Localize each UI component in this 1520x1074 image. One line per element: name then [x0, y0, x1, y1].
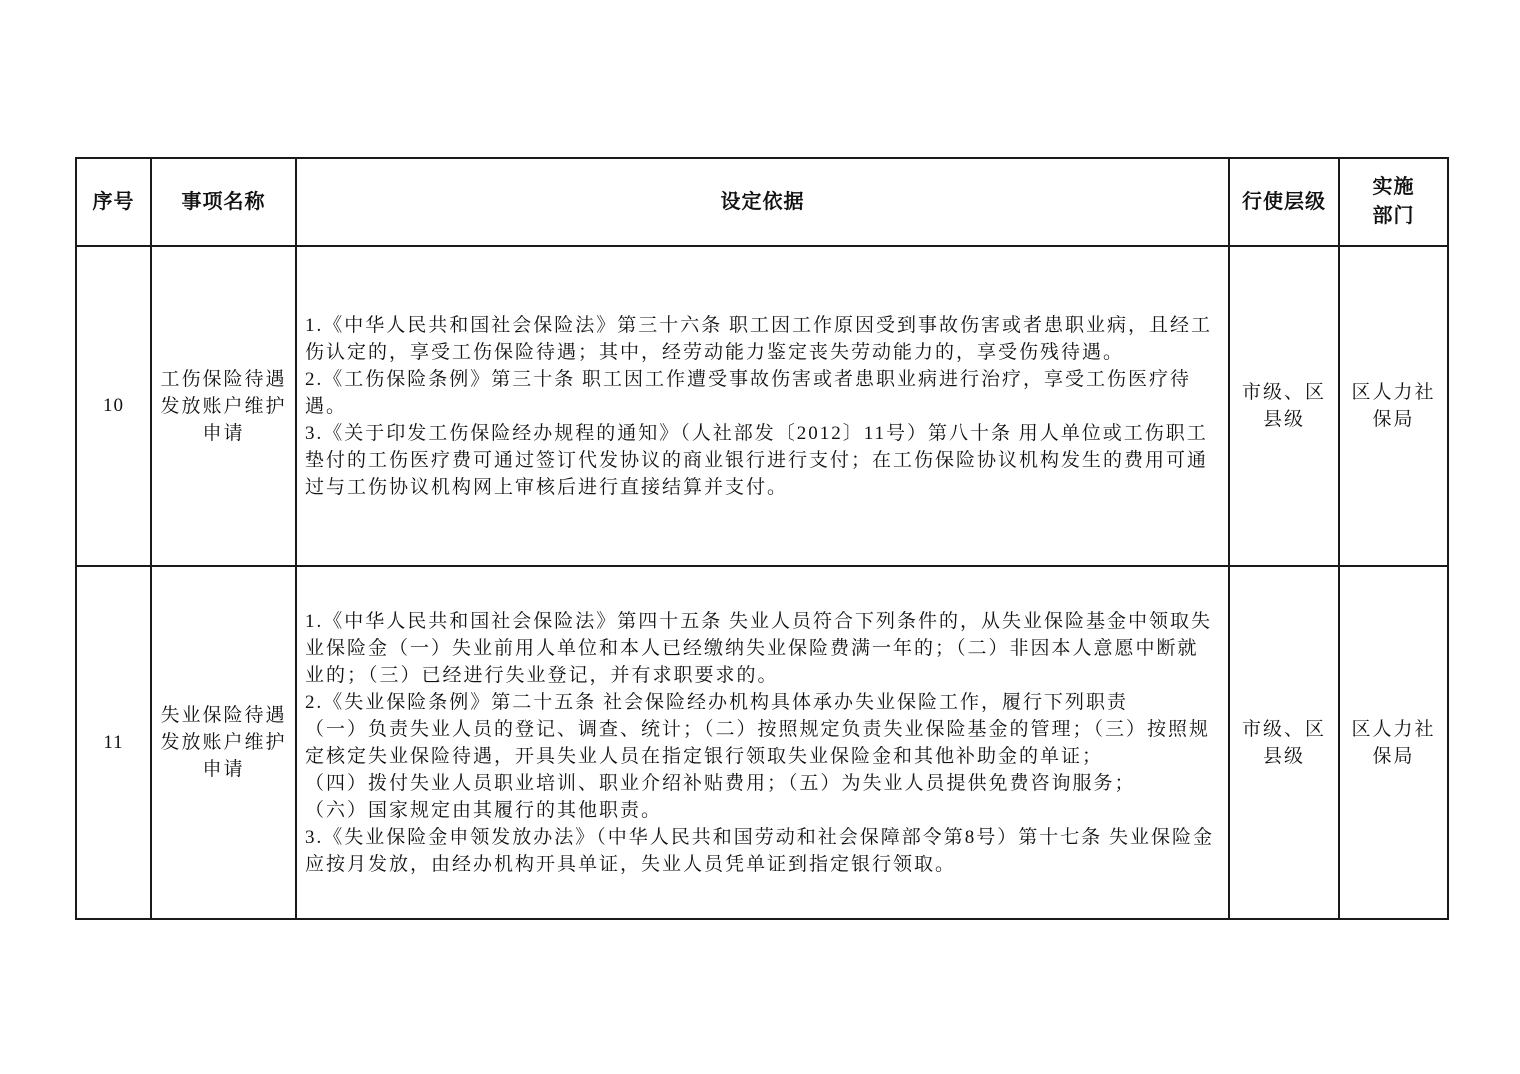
- basis-paragraph: 1.《中华人民共和国社会保险法》第三十六条 职工因工作原因受到事故伤害或者患职业病，且经工伤认定的，享受工伤保险待遇；其中，经劳动能力鉴定丧失劳动能力的，享受伤残待遇。: [305, 314, 1213, 363]
- approval-items-table: [75, 157, 1449, 920]
- table-row: [76, 246, 1448, 566]
- level-cell: [1229, 246, 1339, 566]
- basis-paragraph: （一）负责失业人员的登记、调查、统计；（二）按照规定负责失业保险基金的管理；（三）按照规定核定失业保险待遇，开具失业人员在指定银行领取失业保险金和其他补助金的单证；: [305, 718, 1211, 767]
- seq-cell: [76, 566, 151, 919]
- seq-value: 10: [103, 395, 124, 416]
- header-level: [1229, 158, 1339, 246]
- basis-paragraph: 3.《关于印发工伤保险经办规程的通知》（人社部发〔2012〕11号）第八十条 用人单位或工伤职工垫付的工伤医疗费可通过签订代发协议的商业银行进行支付；在工伤保险协议机构发生的费用可通过与工伤协议机构网上审核后进行直接结算并支付。: [305, 422, 1209, 498]
- seq-cell: [76, 246, 151, 566]
- basis-cell: [296, 246, 1229, 566]
- item-name-value: 工伤保险待遇发放账户维护申请: [160, 368, 287, 444]
- header-basis: [296, 158, 1229, 246]
- level-value: 市级、区县级: [1241, 382, 1326, 430]
- header-department: [1339, 158, 1448, 246]
- seq-value: 11: [103, 731, 124, 753]
- header-seq-label: 序号: [92, 190, 135, 213]
- basis-cell: [296, 566, 1229, 919]
- item-name-cell: [151, 566, 296, 919]
- header-item-name-label: 事项名称: [181, 190, 266, 213]
- basis-paragraph: 1.《中华人民共和国社会保险法》第四十五条 失业人员符合下列条件的，从失业保险基金中领取失业保险金（一）失业前用人单位和本人已经缴纳失业保险费满一年的；（二）非因本人意愿中断就业的；（三）已经进行失业登记，并有求职要求的。: [305, 610, 1213, 686]
- header-basis-label: 设定依据: [720, 190, 805, 213]
- header-level-label: 行使层级: [1242, 190, 1326, 213]
- level-cell: [1229, 566, 1339, 919]
- basis-paragraph: 3.《失业保险金申领发放办法》（中华人民共和国劳动和社会保障部令第8号）第十七条 失业保险金应按月发放，由经办机构开具单证，失业人员凭单证到指定银行领取。: [305, 826, 1215, 875]
- basis-paragraph: 2.《失业保险条例》第二十五条 社会保险经办机构具体承办失业保险工作，履行下列职责: [305, 691, 1129, 713]
- item-name-value: 失业保险待遇发放账户维护申请: [160, 705, 287, 780]
- table-row: [76, 566, 1448, 919]
- basis-paragraph: （六）国家规定由其履行的其他职责。: [305, 799, 663, 821]
- department-value: 区人力社保局: [1351, 718, 1436, 767]
- level-value: 市级、区县级: [1241, 718, 1326, 767]
- department-cell: [1339, 566, 1448, 919]
- header-item-name: [151, 158, 296, 246]
- department-value: 区人力社保局: [1351, 382, 1436, 430]
- header-seq: [76, 158, 151, 246]
- basis-paragraph: （四）拨付失业人员职业培训、职业介绍补贴费用；（五）为失业人员提供免费咨询服务；: [305, 772, 1136, 794]
- item-name-cell: [151, 246, 296, 566]
- header-row: [76, 158, 1448, 246]
- header-department-label: 实施部门: [1372, 176, 1415, 227]
- department-cell: [1339, 246, 1448, 566]
- basis-paragraph: 2.《工伤保险条例》第三十条 职工因工作遭受事故伤害或者患职业病进行治疗，享受工伤医疗待遇。: [305, 368, 1192, 417]
